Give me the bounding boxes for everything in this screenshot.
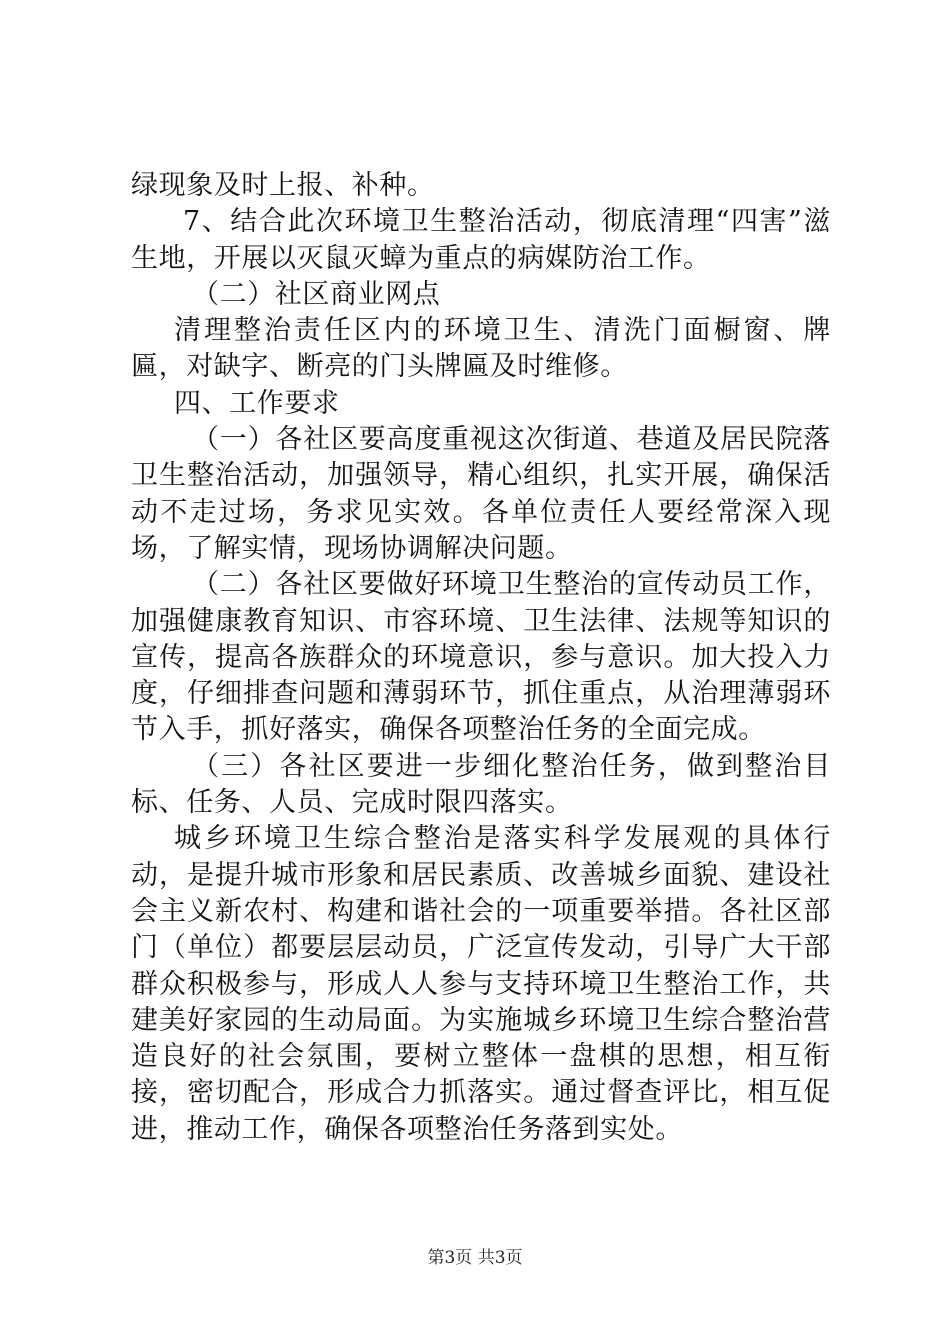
paragraph-commercial: 清理整治责任区内的环境卫生、清洗门面橱窗、牌匾，对缺字、断亮的门头牌匾及时维修。 (131, 315, 831, 383)
paragraph-requirement-2: （二）各社区要做好环境卫生整治的宣传动员工作，加强健康教育知识、市容环境、卫生法律、法规等知识的宣传，提高各族群众的环境意识，参与意识。加大投入力度，仔细排查问题和薄弱环节，抓住重点，从治理薄弱环节入手，抓好落实，确保各项整治任务的全面完成。 (131, 569, 831, 746)
paragraph-continuation: 绿现象及时上报、补种。 (131, 170, 435, 201)
paragraph-requirement-1: （一）各社区要高度重视这次街道、巷道及居民院落卫生整治活动，加强领导，精心组织，扎实开展，确保活动不走过场，务求见实效。各单位责任人要经常深入现场，了解实情，现场协调解决问题。 (131, 424, 831, 564)
section-heading-commercial: （二）社区商业网点 (192, 278, 441, 310)
section-heading-requirements: 四、工作要求 (174, 387, 340, 419)
page-number: 第3页 共3页 (427, 1248, 523, 1268)
paragraph-item-7: 7、结合此次环境卫生整治活动，彻底清理“四害”滋生地，开展以灭鼠灭蟑为重点的病媒防治工作。 (131, 206, 831, 274)
paragraph-requirement-3: （三）各社区要进一步细化整治任务，做到整治目标、任务、人员、完成时限四落实。 (131, 750, 831, 819)
document-body (131, 168, 831, 1148)
paragraph-conclusion: 城乡环境卫生综合整治是落实科学发展观的具体行动，是提升城市形象和居民素质、改善城乡面貌、建设社会主义新农村、构建和谐社会的一项重要举措。各社区部门（单位）都要层层动员，广泛宣传发动，引导广大干部群众积极参与，形成人人参与支持环境卫生整治工作，共建美好家园的生动局面。为实施城乡环境卫生综合整治营造良好的社会氛围，要树立整体一盘棋的思想，相互衔接，密切配合，形成合力抓落实。通过督查评比，相互促进，推动工作，确保各项整治任务落到实处。 (131, 823, 831, 1145)
